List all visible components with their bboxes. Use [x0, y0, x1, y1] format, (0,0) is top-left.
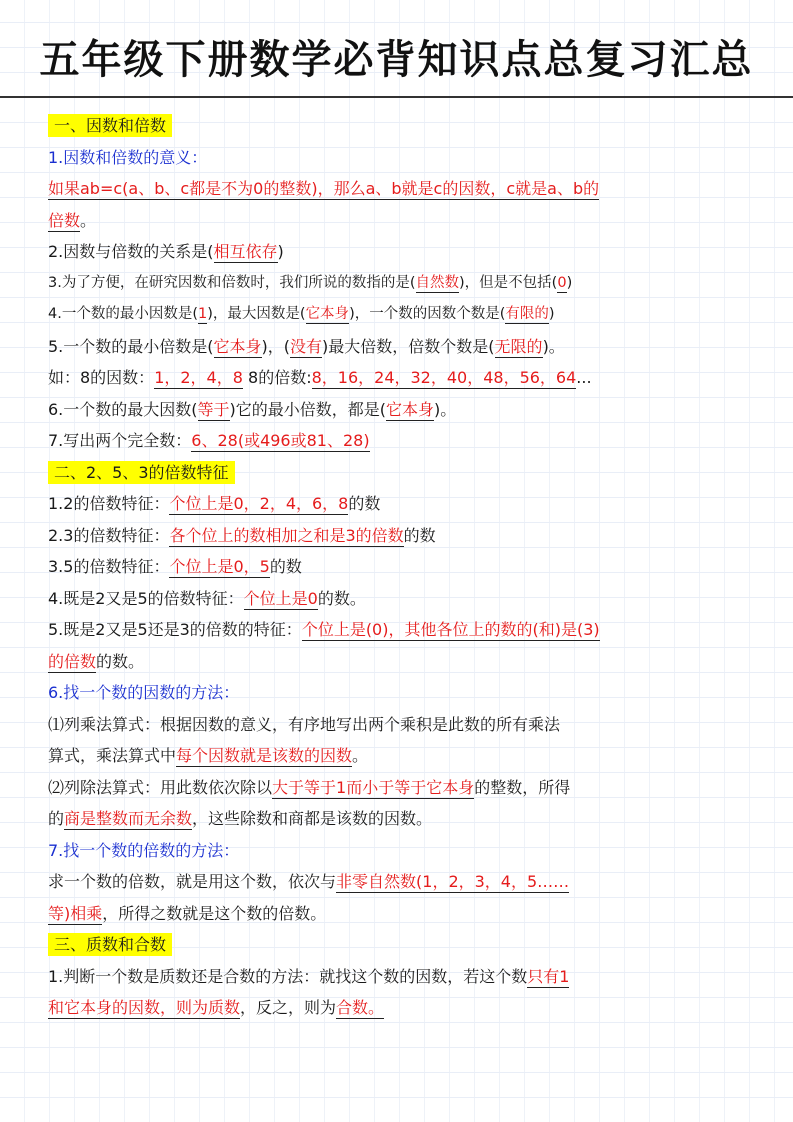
text: )。 — [542, 336, 565, 356]
text: 7.写出两个完全数： — [48, 431, 192, 450]
text: 2.3的倍数特征： — [48, 525, 170, 545]
answer-text: 8，16，24，32，40，48，56，64 — [311, 368, 577, 387]
text-line — [48, 740, 754, 772]
document-body — [48, 110, 754, 1024]
text: 5.既是2又是5还是3的倍数的特征： — [48, 620, 302, 639]
text-line — [48, 236, 754, 268]
text-line — [48, 362, 754, 394]
title-divider — [0, 96, 793, 98]
text: 的数 — [269, 557, 302, 576]
answer-text: 它本身 — [386, 399, 435, 419]
text: ) — [277, 242, 284, 261]
text: )，最大因数是( — [207, 306, 306, 322]
text: 3.5的倍数特征： — [48, 557, 170, 576]
text: 。 — [80, 210, 97, 230]
text-line — [48, 268, 754, 300]
page-title: 五年级下册数学必背知识点总复习汇总 — [39, 36, 754, 83]
subheading: 7.找一个数的倍数的方法： — [48, 840, 240, 860]
text-line — [48, 866, 754, 898]
answer-text: 合数。 — [336, 998, 385, 1017]
answer-text: 相互依存 — [213, 242, 278, 261]
text-line — [48, 551, 754, 583]
answer-text: 自然数 — [415, 274, 459, 291]
text-line — [48, 992, 754, 1024]
text-line — [48, 394, 754, 426]
text-line — [48, 614, 754, 646]
section-heading: 二、2、5、3的倍数特征 — [48, 461, 235, 484]
answer-text: 大于等于1而小于等于它本身 — [272, 777, 475, 797]
subheading: 6.找一个数的因数的方法： — [48, 683, 240, 702]
text: ) — [566, 274, 573, 291]
answer-text: 倍数 — [48, 210, 81, 230]
text: ... — [576, 368, 592, 387]
answer-text: 每个因数就是该数的因数 — [176, 746, 353, 765]
text: )它的最小倍数，都是( — [229, 399, 387, 419]
text: )，( — [261, 336, 291, 356]
answer-text: 等于 — [197, 399, 230, 419]
text: 算式，乘法算式中 — [48, 746, 177, 765]
answer-text: 它本身 — [305, 306, 350, 322]
answer-text: 个位上是0 — [243, 588, 318, 608]
text-line — [48, 772, 754, 804]
answer-text: 和它本身的因数，则为质数 — [48, 998, 241, 1017]
text-line — [48, 803, 754, 835]
text: 3.为了方便，在研究因数和倍数时，我们所说的数指的是( — [48, 274, 416, 291]
text-line — [48, 520, 754, 552]
text: 的整数，所得 — [474, 777, 571, 797]
text: 。 — [352, 746, 369, 765]
answer-text: 个位上是0，2，4，6，8 — [169, 494, 349, 513]
text-line — [48, 646, 754, 678]
answer-text: 没有 — [290, 336, 323, 356]
answer-text: 0 — [557, 274, 567, 291]
section-2-heading-line — [48, 457, 754, 489]
answer-text: 无限的 — [494, 336, 543, 356]
text: )最大倍数，倍数个数是( — [322, 336, 495, 356]
text: 2.因数与倍数的关系是( — [48, 242, 214, 261]
answer-text: 的倍数 — [48, 651, 97, 671]
answer-text: 个位上是(0)，其他各位上的数的(和)是(3) — [301, 620, 600, 639]
answer-text: 1 — [198, 306, 208, 322]
text: 8的倍数: — [242, 368, 312, 387]
text: ，反之，则为 — [240, 998, 337, 1017]
text: )，但是不包括( — [459, 274, 558, 291]
answer-text: 如果ab=c(a、b、c都是不为0的整数)，那么a、b就是c的因数，c就是a、b的 — [48, 179, 600, 198]
answer-text: 等)相乘 — [48, 903, 103, 923]
text: ) — [548, 306, 555, 322]
answer-text: 非零自然数(1，2，3，4，5…… — [336, 872, 570, 891]
text: ，所得之数就是这个数的倍数。 — [102, 903, 327, 923]
answer-text: 6、28(或496或81、28) — [191, 431, 370, 450]
section-1-heading-line — [48, 110, 754, 142]
text: 1.判断一个数是质数还是合数的方法：就找这个数的因数，若这个数 — [48, 966, 528, 986]
text: )，一个数的因数个数是( — [349, 306, 506, 322]
answer-text: 个位上是0，5 — [169, 557, 270, 576]
text-line — [48, 173, 754, 205]
text: )。 — [434, 399, 457, 419]
answer-text: 各个位上的数相加之和是3的倍数 — [169, 525, 404, 545]
answer-text: 商是整数而无余数 — [64, 809, 193, 828]
answer-text: 有限的 — [505, 306, 549, 322]
text: ⑵列除法算式：用此数依次除以 — [48, 777, 273, 797]
text: 求一个数的倍数，就是用这个数，依次与 — [48, 872, 337, 891]
text: 5.一个数的最小倍数是( — [48, 336, 214, 356]
text: 4.既是2又是5的倍数特征： — [48, 588, 244, 608]
text-line — [48, 205, 754, 237]
text-line — [48, 898, 754, 930]
answer-text: 1，2，4，8 — [154, 368, 243, 387]
text: ，这些除数和商都是该数的因数。 — [192, 809, 433, 828]
subheading: 1.因数和倍数的意义： — [48, 147, 208, 167]
text-line — [48, 425, 754, 457]
section-3-heading-line — [48, 929, 754, 961]
text: 4.一个数的最小因数是( — [48, 306, 198, 322]
answer-text: 它本身 — [213, 336, 262, 356]
text: 的数 — [348, 494, 381, 513]
text: 的 — [48, 809, 65, 828]
text: 6.一个数的最大因数( — [48, 399, 198, 419]
text: 的数。 — [96, 651, 145, 671]
text-line — [48, 961, 754, 993]
answer-text: 只有1 — [527, 966, 570, 986]
section-heading: 一、因数和倍数 — [48, 114, 172, 137]
text-line — [48, 299, 754, 331]
text: 1.2的倍数特征： — [48, 494, 170, 513]
section-heading: 三、质数和合数 — [48, 933, 172, 956]
text-line: ⑴列乘法算式：根据因数的意义，有序地写出两个乘积是此数的所有乘法 — [48, 714, 561, 734]
text: 的数 — [403, 525, 436, 545]
text-line — [48, 331, 754, 363]
text-line — [48, 488, 754, 520]
text: 的数。 — [317, 588, 366, 608]
text: 如：8的因数： — [48, 368, 155, 387]
text-line — [48, 583, 754, 615]
